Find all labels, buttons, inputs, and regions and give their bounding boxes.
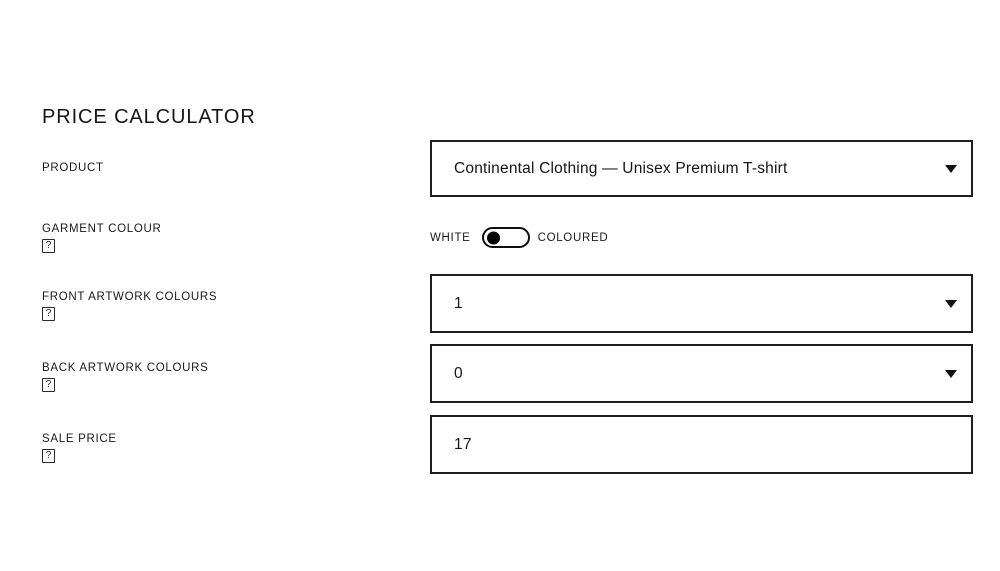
sale-price-label-block (42, 433, 117, 463)
product-label: PRODUCT (42, 162, 104, 174)
toggle-option-coloured: COLOURED (537, 231, 609, 244)
caret-down-icon (945, 300, 957, 308)
front-artwork-select-value: 1 (454, 294, 463, 312)
front-artwork-label: FRONT ARTWORK COLOURS (42, 291, 218, 303)
help-icon[interactable]: ? (42, 307, 55, 321)
front-artwork-select[interactable] (430, 274, 973, 333)
help-icon[interactable]: ? (42, 239, 55, 253)
product-select-value: Continental Clothing — Unisex Premium T-shirt (454, 159, 788, 177)
garment-colour-label-block (42, 223, 162, 253)
product-select[interactable] (430, 140, 973, 197)
product-label-block (42, 162, 104, 174)
garment-colour-toggle[interactable] (482, 227, 530, 248)
caret-down-icon (945, 165, 957, 173)
help-icon[interactable]: ? (42, 378, 55, 392)
help-icon[interactable]: ? (42, 449, 55, 463)
sale-price-label: SALE PRICE (42, 433, 117, 445)
front-artwork-label-block (42, 291, 217, 321)
page-title: PRICE CALCULATOR (42, 106, 256, 129)
garment-colour-toggle-row (430, 227, 608, 248)
back-artwork-label: BACK ARTWORK COLOURS (42, 362, 209, 374)
caret-down-icon (945, 370, 957, 378)
back-artwork-label-block (42, 362, 209, 392)
garment-colour-label: GARMENT COLOUR (42, 223, 162, 235)
toggle-option-white: WHITE (430, 231, 471, 244)
sale-price-input[interactable] (430, 415, 973, 474)
back-artwork-select[interactable] (430, 344, 973, 403)
toggle-knob (487, 231, 500, 244)
back-artwork-select-value: 0 (454, 364, 463, 382)
